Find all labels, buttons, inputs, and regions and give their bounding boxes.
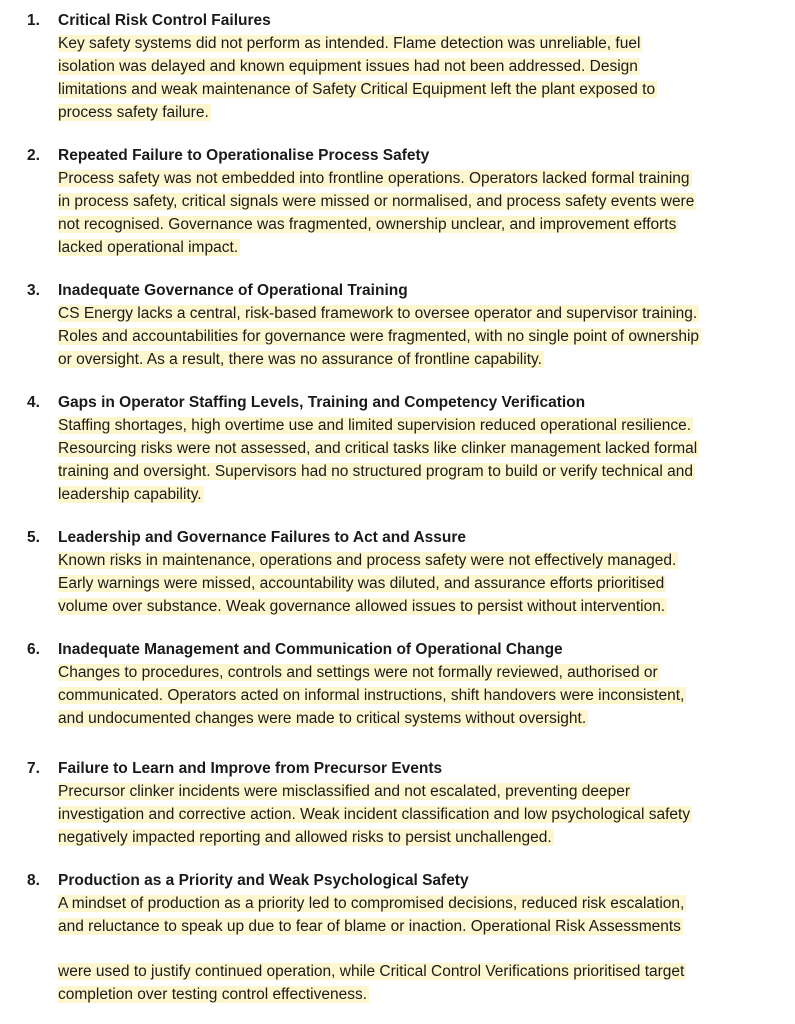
body-line: Staffing shortages, high overtime use and limited supervision reduced operational resilience.: [58, 417, 691, 434]
body-line: Known risks in maintenance, operations and process safety were not effectively managed.: [58, 552, 677, 569]
body-line: CS Energy lacks a central, risk-based framework to oversee operator and supervisor training.: [58, 305, 698, 322]
item-heading: Repeated Failure to Operationalise Process Safety: [58, 147, 430, 164]
item-heading: Production as a Priority and Weak Psychological Safety: [58, 872, 469, 889]
body-line: training and oversight. Supervisors had no structured program to build or verify technical and: [58, 463, 693, 480]
item-body: [58, 302, 770, 371]
body-line: were used to justify continued operation, while Critical Control Verifications prioritised target: [58, 963, 685, 980]
body-line: Process safety was not embedded into frontline operations. Operators lacked formal training: [58, 170, 690, 187]
item-number: 3.: [27, 282, 40, 299]
body-line: volume over substance. Weak governance allowed issues to persist without intervention.: [58, 598, 666, 615]
body-line: negatively impacted reporting and allowed risks to persist unchallenged.: [58, 829, 552, 846]
item-number: 8.: [27, 872, 40, 889]
item-body: [58, 661, 770, 730]
item-number: 1.: [27, 12, 40, 29]
body-line: process safety failure.: [58, 104, 209, 121]
item-number: 5.: [27, 529, 40, 546]
body-line: in process safety, critical signals were missed or normalised, and process safety events were: [58, 193, 695, 210]
item-heading: Critical Risk Control Failures: [58, 12, 271, 29]
body-line: Early warnings were missed, accountability was diluted, and assurance efforts prioritised: [58, 575, 665, 592]
body-line: leadership capability.: [58, 486, 202, 503]
body-line: not recognised. Governance was fragmented, ownership unclear, and improvement efforts: [58, 216, 677, 233]
item-body: [58, 780, 770, 849]
body-line: limitations and weak maintenance of Safety Critical Equipment left the plant exposed to: [58, 81, 656, 98]
body-line: communicated. Operators acted on informal instructions, shift handovers were inconsistent,: [58, 687, 685, 704]
item-body: [58, 549, 770, 618]
item-heading: Inadequate Governance of Operational Training: [58, 282, 408, 299]
body-line: and reluctance to speak up due to fear of blame or inaction. Operational Risk Assessments: [58, 918, 681, 935]
item-number: 6.: [27, 641, 40, 658]
body-line: lacked operational impact.: [58, 239, 239, 256]
item-heading: Inadequate Management and Communication of Operational Change: [58, 641, 563, 658]
body-line: Changes to procedures, controls and settings were not formally reviewed, authorised or: [58, 664, 658, 681]
item-number: 7.: [27, 760, 40, 777]
body-line: Precursor clinker incidents were misclassified and not escalated, preventing deeper: [58, 783, 631, 800]
body-line: A mindset of production as a priority led to compromised decisions, reduced risk escalation,: [58, 895, 685, 912]
item-number: 4.: [27, 394, 40, 411]
body-line: or oversight. As a result, there was no assurance of frontline capability.: [58, 351, 542, 368]
item-body: [58, 414, 770, 506]
item-heading: Failure to Learn and Improve from Precursor Events: [58, 760, 443, 777]
body-line: Roles and accountabilities for governance were fragmented, with no single point of ownership: [58, 328, 700, 345]
item-body: [58, 32, 770, 124]
item-body-continued: [58, 960, 770, 1006]
body-line: and undocumented changes were made to critical systems without oversight.: [58, 710, 587, 727]
item-body: [58, 892, 770, 938]
item-heading: Leadership and Governance Failures to Act and Assure: [58, 529, 466, 546]
item-number: 2.: [27, 147, 40, 164]
body-line: investigation and corrective action. Weak incident classification and low psychological safety: [58, 806, 691, 823]
body-line: Key safety systems did not perform as intended. Flame detection was unreliable, fuel: [58, 35, 641, 52]
body-line: isolation was delayed and known equipment issues had not been addressed. Design: [58, 58, 638, 75]
item-heading: Gaps in Operator Staffing Levels, Training and Competency Verification: [58, 394, 586, 411]
item-body: [58, 167, 770, 259]
body-line: Resourcing risks were not assessed, and critical tasks like clinker management lacked formal: [58, 440, 698, 457]
body-line: completion over testing control effectiveness.: [58, 986, 368, 1003]
